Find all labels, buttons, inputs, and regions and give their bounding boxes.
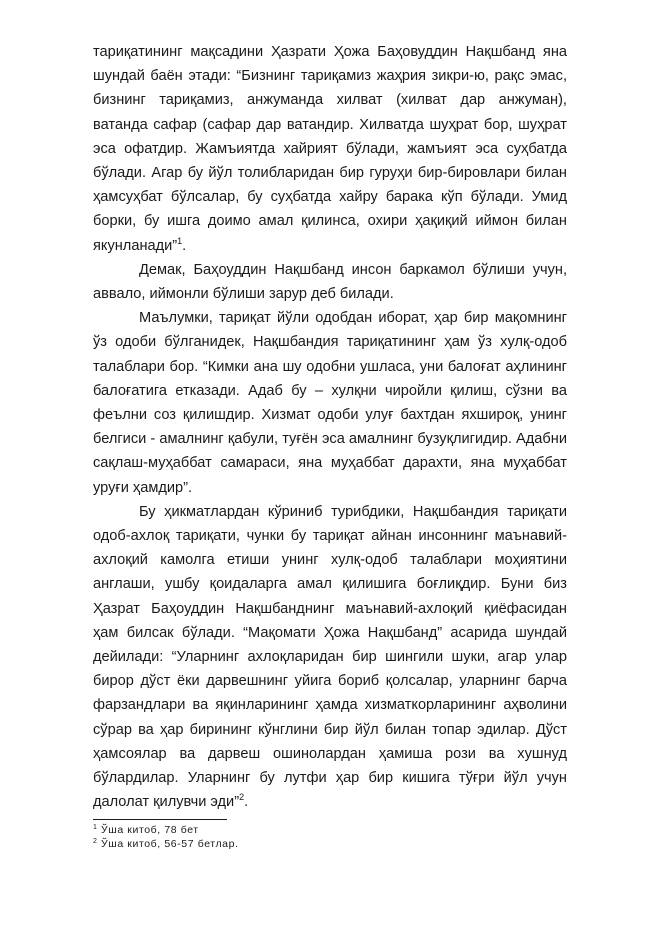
document-page: [93, 40, 567, 851]
footnote-separator: [93, 819, 227, 820]
paragraph: [93, 306, 567, 500]
footnote-mark: 1: [93, 823, 98, 831]
paragraph-text: Демак, Баҳоуддин Нақшбанд инсон баркамол бўлиши учун, аввало, иймонли бўлиши зарур деб билади.: [93, 261, 567, 303]
paragraph-punctuation: .: [244, 794, 249, 811]
footnote-text: Ўша китоб, 78 бет: [101, 823, 199, 836]
footnote-text: Ўша китоб, 56-57 бетлар.: [101, 837, 239, 850]
paragraph-continuation: [93, 40, 567, 258]
paragraph-text: тариқатининг мақсадини Ҳазрати Ҳожа Баҳовуддин Нақшбанд яна шундай баён этади: “Бизнинг тариқамиз жаҳрия зикри-ю, рақс эмас, бизнинг тариқамиз, анжуманда хилват (хилват дар анжуман), ватанда сафар (сафар дар ватандир. Хилватда шуҳрат бор, шуҳрат эса офатдир. Жамъиятда хайрият бўлади, жамъият эса суҳбатда бўлади. Агар бу йўл толибларидан бир гуруҳи бир-бировлари билан ҳамсуҳбат бўлсалар, бу суҳбатда хайру барака кўп бўлади. Умид борки, бу ишга доимо амал қилинса, охири ҳақиқий иймон билан якунланади”: [93, 44, 567, 254]
footnote-reference: 2: [239, 792, 245, 803]
footnote-mark: 2: [93, 837, 98, 845]
paragraph-text: Маълумки, тариқат йўли одобдан иборат, ҳар бир мақомнинг ўз одоби бўлганидек, Нақшбандия тариқатининг ҳам ўз хулқ-одоб талаблари бор. “Кимки ана шу одобни ушласа, уни балоғат аҳлининг балоғатига етказади. Адаб бу – хулқни чиройли қилиш, сўзни ва феълни соз қилишдир. Хизмат одоби улуғ бахтдан яхшироқ, унинг белгиси - амалнинг қабули, туғён эса амалнинг бузуқлигидир. Адабни сақлаш-муҳаббат самараси, яна муҳаббат дарахти, яна муҳаббат уруғи ҳамдир”.: [93, 310, 567, 496]
footnote-reference: 1: [177, 235, 183, 246]
footnote: [93, 823, 567, 837]
footnote: [93, 837, 567, 851]
paragraph-text: Бу ҳикматлардан кўриниб турибдики, Нақшбандия тариқати одоб-ахлоқ тариқати, чунки бу тариқат айнан инсоннинг маънавий-ахлоқий камолга етиши унинг хулқ-одоб талаблари моҳиятини англаши, ушбу қоидаларга амал қилишига боғлиқдир. Буни биз Ҳазрат Баҳоуддин Нақшбанднинг маънавий-ахлоқий қиёфасидан ҳам билсак бўлади. “Мақомати Ҳожа Нақшбанд” асарида шундай дейилади: “Уларнинг ахлоқларидан бир шингили шуки, агар улар бирор дўст ёки дарвешнинг уйига бориб қолсалар, уларнинг барча фарзандлари ва яқинларининг ҳамда хизматкорларининг аҳволини сўрар ва ҳар бирининг кўнглини бир йўл билан топар эдилар. Дўст ҳамсоялар ва дарвеш ошинолардан ҳамиша рози ва хушнуд бўлардилар. Уларнинг бу лутфи ҳар бир кишига тўғри йўл учун далолат қилувчи эди”: [93, 503, 567, 811]
paragraph-punctuation: .: [182, 237, 187, 254]
paragraph: [93, 500, 567, 815]
paragraph: [93, 258, 567, 306]
